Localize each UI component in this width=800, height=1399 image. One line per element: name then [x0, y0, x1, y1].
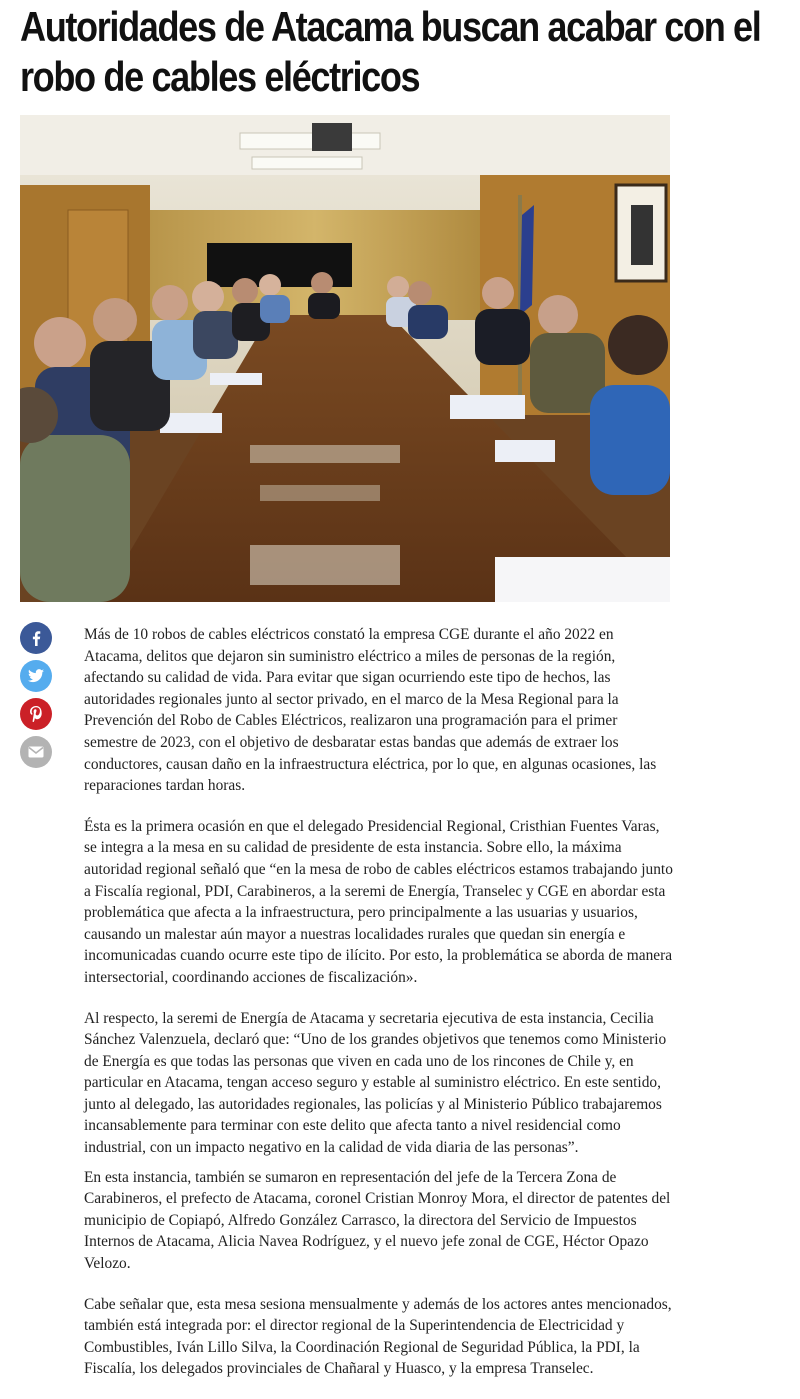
envelope-icon — [28, 746, 44, 758]
share-pinterest-button[interactable] — [20, 698, 52, 730]
article-photo — [20, 115, 670, 602]
share-bar — [20, 622, 52, 774]
share-twitter-button[interactable] — [20, 660, 52, 692]
article-headline: Autoridades de Atacama buscan acabar con el robo de cables eléctricos — [20, 3, 761, 100]
share-facebook-button[interactable] — [20, 622, 52, 654]
article-paragraph: Al respecto, la seremi de Energía de Atacama y secretaria ejecutiva de esta instancia, Cecilia Sánchez Valenzuela, declaró que: “Uno de los grandes objetivos que tenemos como Ministerio de Energía es que todas las personas que viven en cada uno de los rincones de Chile y, en particular en Atacama, tengan acceso seguro y estable al suministro eléctrico. En este sentido, junto al delegado, las autoridades regionales, las policías y al Ministerio Público trabajaremos incansablemente para terminar con este delito que afecta tanto a nivel residencial como industrial, con un impacto negativo en la calidad de vida diaria de las personas”. — [84, 1009, 667, 1157]
twitter-icon — [28, 669, 44, 683]
article-paragraph: Ésta es la primera ocasión en que el delegado Presidencial Regional, Cristhian Fuentes Varas, se integra a la mesa en su calidad de presidente de esta instancia. Sobre ello, la máxima autoridad regional señaló que “en la mesa de robo de cables eléctricos estamos trabajando junto a Fiscalía regional, PDI, Carabineros, a la seremi de Energía, Transelec y CGE en abordar esta problemática que afecta a la infraestructura, pero principalmente a las usuarias y usuarios, causando un malestar aún mayor a nuestras localidades rurales que quedan sin energía e incomunicadas cuando ocurre este tipo de ilícito. Por esto, la problemática se aborda de manera intersectorial, coordinando acciones de fiscalización». — [84, 817, 673, 986]
facebook-icon — [29, 630, 43, 646]
share-email-button[interactable] — [20, 736, 52, 768]
article-body — [84, 624, 674, 1399]
meeting-room-photo — [20, 115, 670, 602]
article-paragraph: Cabe señalar que, esta mesa sesiona mensualmente y además de los actores antes mencionados, también está integrada por: el director regional de la Superintendencia de Electricidad y Combustibles, Iván Lillo Silva, la Coordinación Regional de Seguridad Pública, la PDI, la Fiscalía, los delegados provinciales de Chañaral y Huasco, y la empresa Transelec. — [84, 1295, 672, 1378]
article-paragraph: En esta instancia, también se sumaron en representación del jefe de la Tercera Zona de Carabineros, el prefecto de Atacama, coronel Cristian Monroy Mora, el director de patentes del municipio de Copiapó, Alfredo González Carrasco, la directora del Servicio de Impuestos Internos de Atacama, Alicia Navea Rodríguez, y el nuevo jefe zonal de CGE, Héctor Opazo Velozo. — [84, 1168, 671, 1273]
article-paragraph: Más de 10 robos de cables eléctricos constató la empresa CGE durante el año 2022 en Atacama, delitos que dejaron sin suministro eléctrico a miles de personas de la región, afectando su calidad de vida. Para evitar que sigan ocurriendo este tipo de hechos, las autoridades regionales junto al sector privado, en el marco de la Mesa Regional para la Prevención del Robo de Cables Eléctricos, realizaron una programación para el primer semestre de 2023, con el objetivo de desbaratar estas bandas que además de extraer los conductores, causan daño en la infraestructura eléctrica, por lo que, en algunas ocasiones, las reparaciones tardan horas. — [84, 626, 657, 795]
pinterest-icon — [30, 706, 42, 722]
